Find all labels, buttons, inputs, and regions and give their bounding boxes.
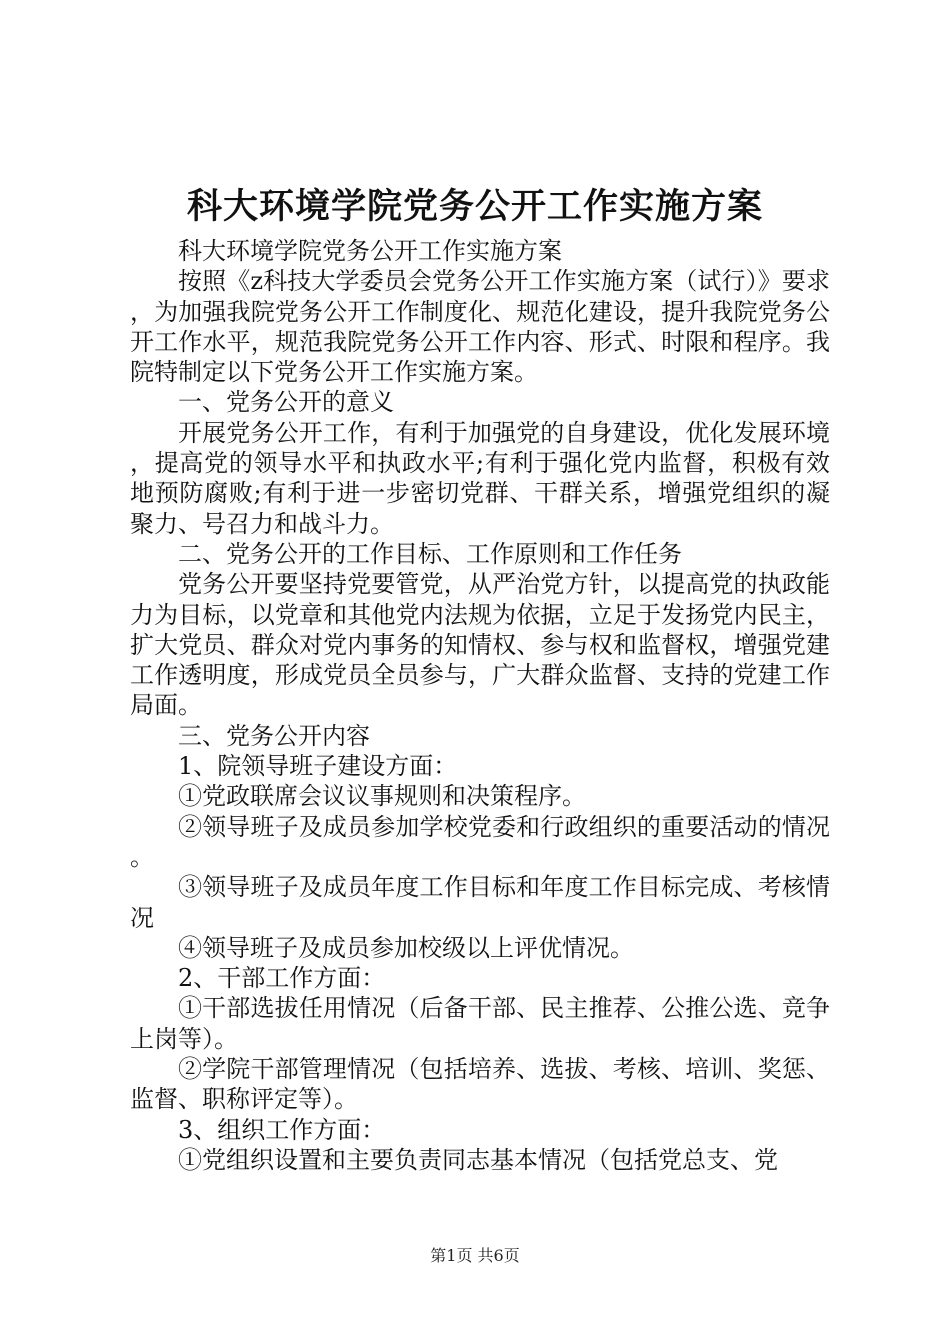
- list-item: ②领导班子及成员参加学校党委和行政组织的重要活动的情况。: [130, 812, 830, 871]
- paragraph-goals: 党务公开要坚持党要管党，从严治党方针，以提高党的执政能力为目标，以党章和其他党内法规为依据，立足于发扬党内民主，扩大党员、群众对党内事务的知情权、参与权和监督权，增强党建工作透明度，形成党员全员参与，广大群众监督、支持的党建工作局面。: [130, 570, 830, 720]
- paragraph-subtitle: 科大环境学院党务公开工作实施方案: [178, 237, 562, 265]
- document-body: [130, 236, 830, 1175]
- subheading-organization: 3、组织工作方面：: [178, 1115, 386, 1144]
- subheading-leadership: 1、院领导班子建设方面：: [178, 752, 458, 781]
- heading-section-3: 三、党务公开内容: [178, 721, 370, 750]
- list-item: ③领导班子及成员年度工作目标和年度工作目标完成、考核情况: [130, 873, 830, 932]
- heading-section-1: 一、党务公开的意义: [178, 388, 394, 417]
- document-title: 科大环境学院党务公开工作实施方案: [186, 186, 763, 227]
- paragraph-intro: 按照《z科技大学委员会党务公开工作实施方案（试行）》要求，为加强我院党务公开工作制度化、规范化建设，提升我院党务公开工作水平，规范我院党务公开工作内容、形式、时限和程序。我院特制定以下党务公开工作实施方案。: [130, 267, 830, 387]
- list-item: ②学院干部管理情况（包括培养、选拔、考核、培训、奖惩、监督、职称评定等）。: [130, 1055, 830, 1114]
- page-number-footer: 第1页 共6页: [430, 1246, 520, 1265]
- list-item: ④领导班子及成员参加校级以上评优情况。: [178, 933, 634, 962]
- paragraph-significance: 开展党务公开工作，有利于加强党的自身建设，优化发展环境，提高党的领导水平和执政水平;有利于强化党内监督，积极有效地预防腐败;有利于进一步密切党群、干群关系，增强党组织的凝聚力、号召力和战斗力。: [130, 418, 830, 538]
- list-item: ①干部选拔任用情况（后备干部、民主推荐、公推公选、竞争上岗等）。: [130, 994, 830, 1053]
- list-item: ①党组织设置和主要负责同志基本情况（包括党总支、党: [178, 1145, 778, 1174]
- list-item: ①党政联席会议议事规则和决策程序。: [178, 782, 586, 811]
- subheading-cadre: 2、干部工作方面：: [178, 964, 386, 993]
- heading-section-2: 二、党务公开的工作目标、工作原则和工作任务: [178, 539, 682, 568]
